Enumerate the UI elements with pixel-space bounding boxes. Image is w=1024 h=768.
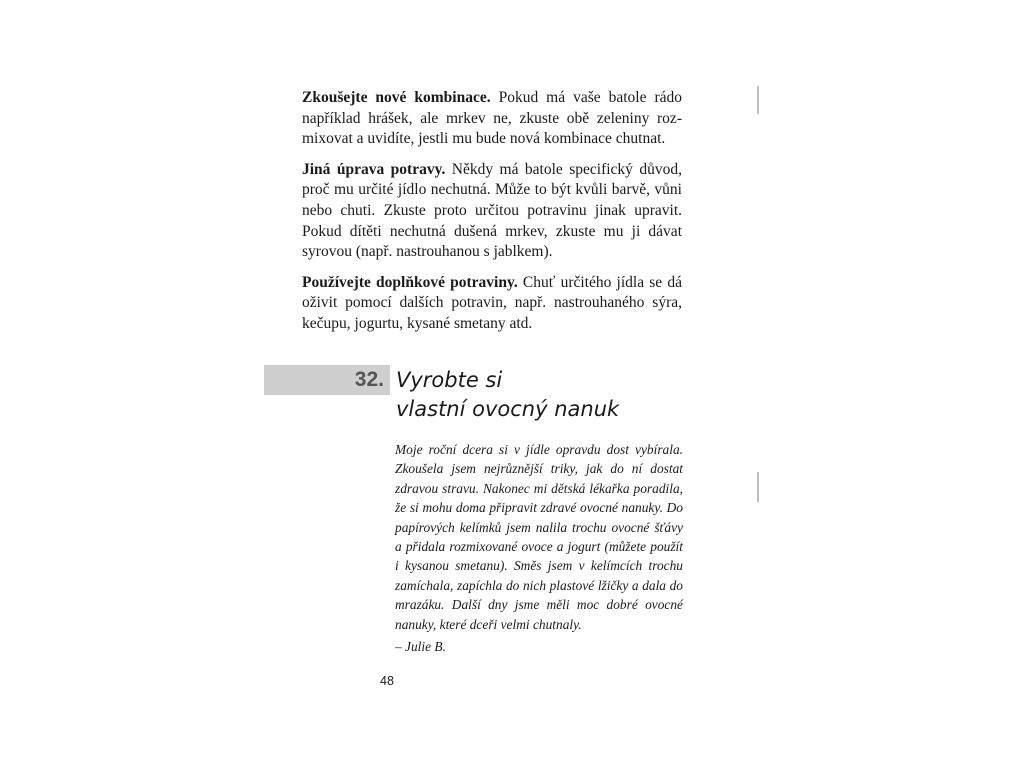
quote-author: – Julie B. bbox=[395, 639, 446, 655]
paragraph-lead: Jiná úprava potravy. bbox=[302, 160, 446, 178]
paragraph-text: Někdy má batole specifický důvod, proč mu určité jídlo nechutná. Může to být kvůli barvě, vůni nebo chuti. Zkuste proto určitou potravinu jinak upravit. Pokud dítěti nechutná dušená mrkev, zkuste mu ji dávat syrovou (např. nastrouhanou s jablkem). bbox=[302, 160, 682, 261]
quote-text: Moje roční dcera si v jídle opravdu dost vybírala. Zkoušela jsem nejrůznější triky, jak do ní dostat zdravou stravu. Nakonec mi dětská lékařka poradila, že si mohu doma připravit zdravé ovocné nanuky. Do papírových kelímků jsem nalila trochu ovocné šťávy a přidala rozmixované ovoce a jogurt (můžete použít i kysanou smetanu). Směs jsem v kelímcích trochu zamíchala, zapíchla do nich plastové lžičky a dala do mrazáku. Další dny jsme měli moc dobré ovocné nanuky, které dceři velmi chutnaly. bbox=[395, 442, 683, 632]
crop-mark-middle bbox=[757, 472, 759, 502]
paragraph-supplements bbox=[302, 273, 682, 335]
section-number-bar bbox=[264, 365, 390, 395]
section-title bbox=[396, 366, 696, 424]
paragraph-lead: Používejte doplňkové potraviny. bbox=[302, 273, 518, 291]
section-number: 32. bbox=[354, 368, 384, 391]
paragraph-text: Chuť určitého jídla se dá oživit pomocí dalších potravin, např. nastrouhaného sýra, kečupu, jogurtu, kysané smetany atd. bbox=[302, 273, 682, 332]
paragraph-combinations bbox=[302, 88, 682, 150]
paragraph-text: Pokud má vaše batole rádo například hrášek, ale mrkev ne, zkuste obě zeleniny rozmixovat a uvidíte, jestli mu bude nová kombinace chutnat. bbox=[302, 89, 682, 148]
paragraph-preparation bbox=[302, 160, 682, 263]
section-title-line-2: vlastní ovocný nanuk bbox=[396, 397, 620, 421]
section-title-line-1: Vyrobte si bbox=[396, 368, 503, 392]
testimonial-quote bbox=[395, 440, 683, 656]
body-text bbox=[302, 88, 682, 335]
page-number: 48 bbox=[380, 674, 394, 688]
paragraph-lead: Zkoušejte nové kombinace. bbox=[302, 89, 491, 106]
crop-mark-top bbox=[757, 86, 759, 114]
